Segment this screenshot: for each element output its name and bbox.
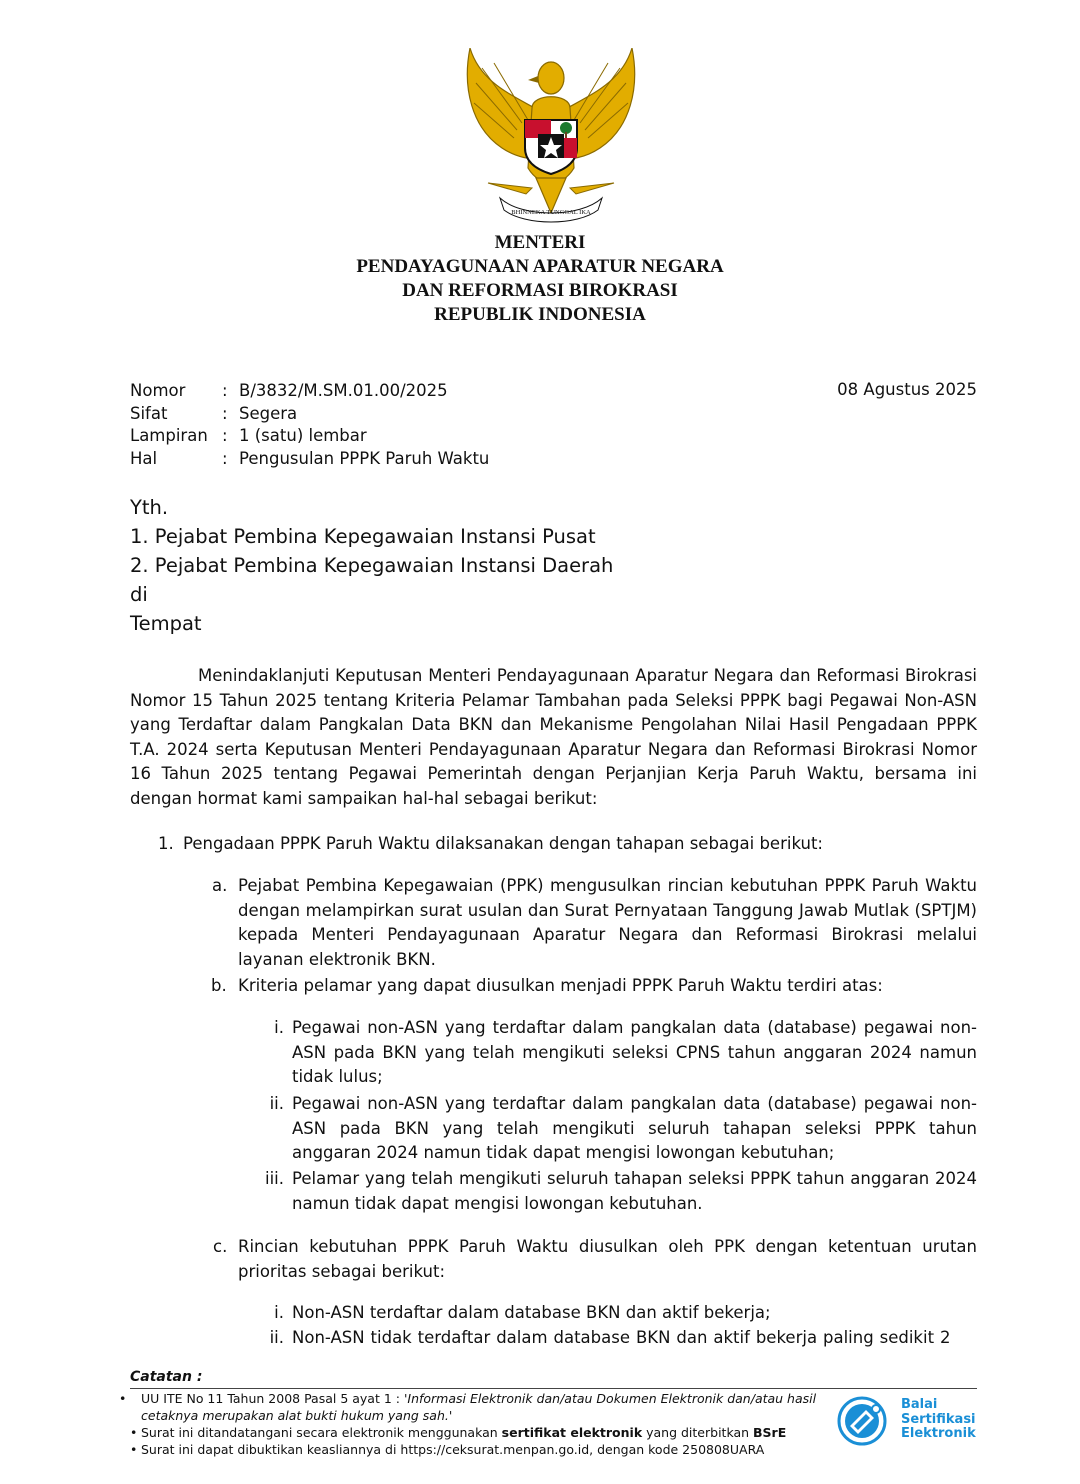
note-2-bsre: BSrE bbox=[753, 1425, 787, 1440]
bsre-line-1: Balai bbox=[901, 1397, 938, 1412]
bullet: • bbox=[130, 1442, 138, 1457]
footer-note-3 bbox=[130, 1441, 850, 1458]
footer-notes bbox=[119, 1390, 850, 1458]
note-2-cert: sertifikat elektronik bbox=[501, 1425, 643, 1440]
nomor-value: B/3832/M.SM.01.00/2025 bbox=[239, 381, 448, 400]
sifat-label: Sifat bbox=[130, 404, 168, 423]
sifat-value: Segera bbox=[239, 404, 298, 423]
addressee-di: di bbox=[130, 583, 148, 606]
lampiran-label: Lampiran bbox=[130, 426, 208, 445]
addressee-block bbox=[130, 493, 613, 638]
bullet: • bbox=[130, 1425, 138, 1440]
letterhead-line-4: REPUBLIK INDONESIA bbox=[434, 304, 646, 325]
addressee-tempat: Tempat bbox=[130, 612, 202, 635]
item-c-letter: c. bbox=[213, 1237, 228, 1256]
item-c-text: Rincian kebutuhan PPPK Paruh Waktu diusulkan oleh PPK dengan ketentuan urutan prioritas sebagai berikut: bbox=[238, 1237, 977, 1281]
item-b-iii-numeral: iii. bbox=[265, 1169, 284, 1188]
item-b-i-text: Pegawai non-ASN yang terdaftar dalam pangkalan data (database) pegawai non-ASN pada BKN yang telah mengikuti seleksi CPNS tahun anggaran 2024 namun tidak lulus; bbox=[292, 1018, 977, 1087]
emblem-motto: BHINNEKA TUNGGAL IKA bbox=[511, 209, 591, 216]
footer-notes-title: Catatan : bbox=[130, 1369, 203, 1385]
sifat-colon: : bbox=[222, 404, 228, 423]
item-c-i-numeral: i. bbox=[274, 1303, 284, 1322]
note-2-text-a: Surat ini ditandatangani secara elektronik menggunakan bbox=[141, 1425, 502, 1440]
item-c-ii-numeral: ii. bbox=[269, 1328, 284, 1347]
item-1-number: 1. bbox=[158, 834, 174, 853]
letterhead-line-2: PENDAYAGUNAAN APARATUR NEGARA bbox=[356, 256, 724, 277]
item-b-iii-text: Pelamar yang telah mengikuti seluruh tahapan seleksi PPPK tahun anggaran 2024 namun tidak dapat mengisi lowongan kebutuhan. bbox=[292, 1169, 977, 1213]
item-b-ii-text: Pegawai non-ASN yang terdaftar dalam pangkalan data (database) pegawai non-ASN pada BKN yang telah mengikuti seluruh tahapan seleksi PPPK tahun anggaran 2024 namun tidak dapat mengisi lowongan kebutuhan; bbox=[292, 1094, 977, 1163]
bullet: • bbox=[119, 1391, 127, 1406]
note-1-prefix: UU ITE No 11 Tahun 2008 Pasal 5 ayat 1 : ' bbox=[141, 1391, 408, 1406]
item-a-letter: a. bbox=[212, 876, 228, 895]
item-b-i-numeral: i. bbox=[274, 1018, 284, 1037]
note-3-text: Surat ini dapat dibuktikan keasliannya di https://ceksurat.menpan.go.id, dengan kode 250808UARA bbox=[141, 1442, 765, 1457]
item-b-ii-numeral: ii. bbox=[269, 1094, 284, 1113]
letterhead-title: MENTERI bbox=[494, 232, 586, 253]
addressee-yth: Yth. bbox=[130, 496, 169, 519]
nomor-label: Nomor bbox=[130, 381, 186, 400]
lampiran-colon: : bbox=[222, 426, 228, 445]
hal-value: Pengusulan PPPK Paruh Waktu bbox=[239, 449, 490, 468]
letter-date: 08 Agustus 2025 bbox=[837, 380, 977, 399]
item-c-ii-text: Non-ASN tidak terdaftar dalam database BKN dan aktif bekerja paling sedikit 2 bbox=[292, 1328, 951, 1347]
bsre-line-3: Elektronik bbox=[901, 1426, 976, 1441]
addressee-line-1: 1. Pejabat Pembina Kepegawaian Instansi Pusat bbox=[130, 525, 596, 548]
note-2-text-c: yang diterbitkan bbox=[642, 1425, 754, 1440]
lampiran-value: 1 (satu) lembar bbox=[239, 426, 367, 445]
item-b-letter: b. bbox=[211, 976, 227, 995]
bsre-logo-icon bbox=[836, 1396, 892, 1446]
bsre-wordmark bbox=[901, 1398, 976, 1442]
item-b-text: Kriteria pelamar yang dapat diusulkan menjadi PPPK Paruh Waktu terdiri atas: bbox=[238, 976, 883, 995]
letterhead-line-3: DAN REFORMASI BIROKRASI bbox=[402, 280, 678, 301]
intro-paragraph: Menindaklanjuti Keputusan Menteri Pendayagunaan Aparatur Negara dan Reformasi Birokrasi Nomor 15 Tahun 2025 tentang Kriteria Pelamar Tambahan pada Seleksi PPPK bagi Pegawai Non-ASN yang Terdaftar dalam Pangkalan Data BKN dan Mekanisme Pengolahan Nilai Hasil Pengadaan PPPK T.A. 2024 serta Keputusan Menteri Pendayagunaan Aparatur Negara dan Reformasi Birokrasi Nomor 16 Tahun 2025 tentang Pegawai Pemerintah dengan Perjanjian Kerja Paruh Waktu, bersama ini dengan hormat kami sampaikan hal-hal sebagai berikut: bbox=[130, 666, 977, 808]
footer-note-1 bbox=[119, 1390, 850, 1424]
note-1-suffix: ' bbox=[448, 1408, 453, 1423]
addressee-line-2: 2. Pejabat Pembina Kepegawaian Instansi Daerah bbox=[130, 554, 614, 577]
footer-note-2 bbox=[130, 1424, 850, 1441]
hal-colon: : bbox=[222, 449, 228, 468]
item-a-text: Pejabat Pembina Kepegawaian (PPK) mengusulkan rincian kebutuhan PPPK Paruh Waktu dengan melampirkan surat usulan dan Surat Pernyataan Tanggung Jawab Mutlak (SPTJM) kepada Menteri Pendayagunaan Aparatur Negara dan Reformasi Birokrasi melalui layanan elektronik BKN. bbox=[238, 876, 977, 969]
item-c-i-text: Non-ASN terdaftar dalam database BKN dan aktif bekerja; bbox=[292, 1303, 771, 1322]
footer-divider bbox=[130, 1388, 977, 1389]
garuda-emblem-icon bbox=[462, 48, 640, 228]
item-1-text: Pengadaan PPPK Paruh Waktu dilaksanakan dengan tahapan sebagai berikut: bbox=[183, 834, 823, 853]
hal-label: Hal bbox=[130, 449, 158, 468]
note-1-quote: Informasi Elektronik dan/atau Dokumen Elektronik dan/atau hasil cetaknya merupakan alat bukti hukum yang sah. bbox=[141, 1391, 817, 1423]
nomor-colon: : bbox=[222, 381, 228, 400]
bsre-line-2: Sertifikasi bbox=[901, 1411, 976, 1427]
